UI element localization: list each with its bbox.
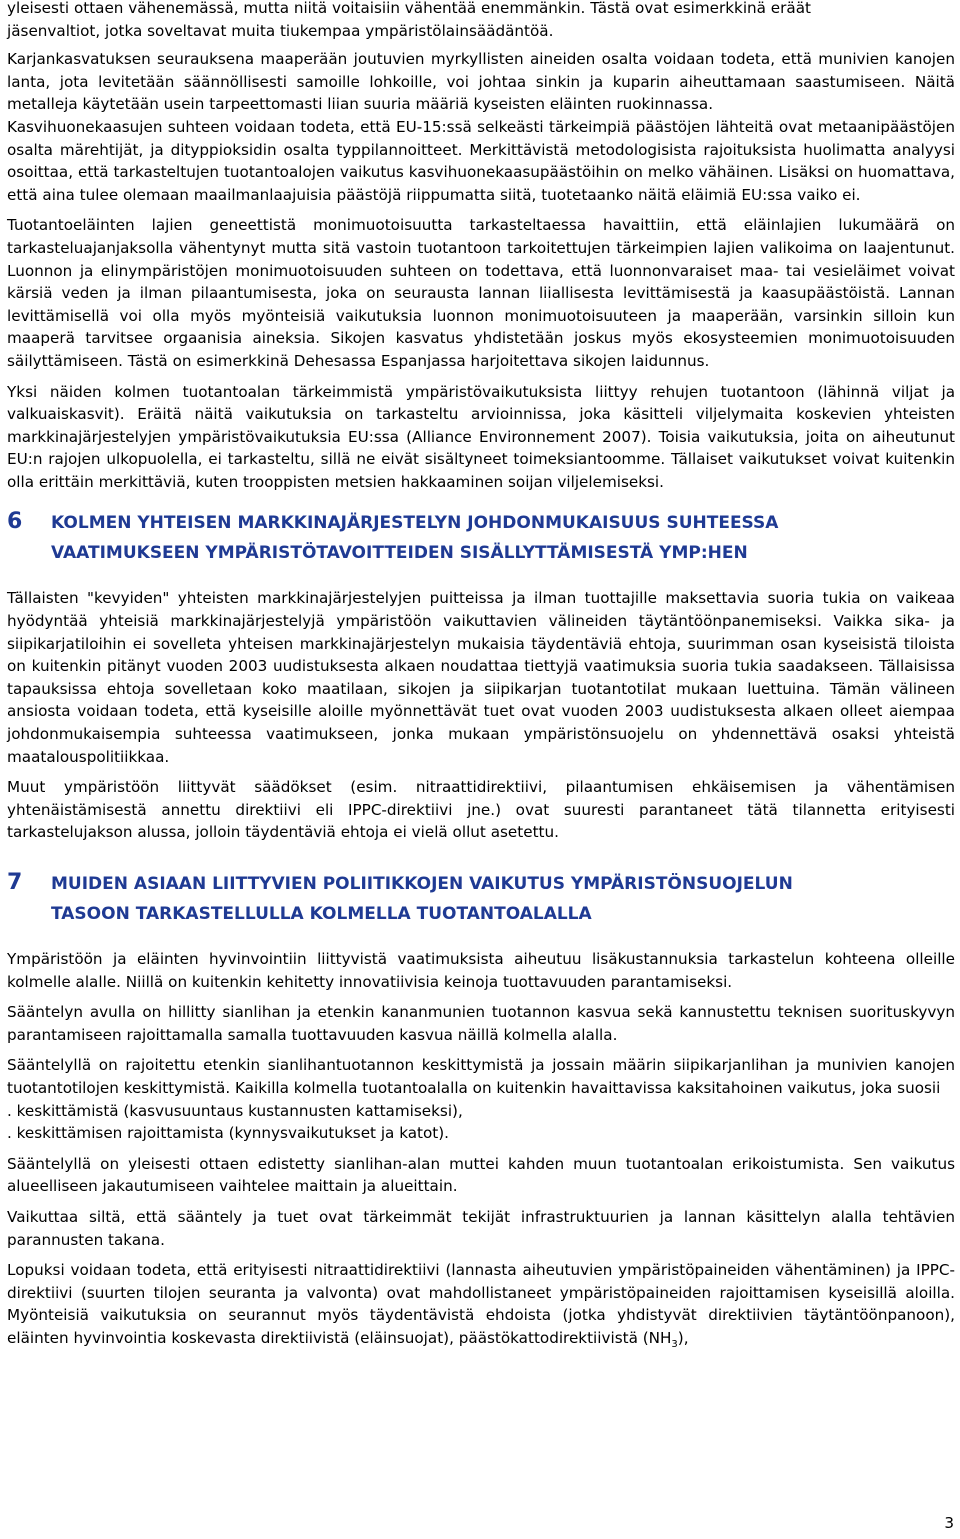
section-7-paragraph-3: Sääntelyllä on rajoitettu etenkin sianlihantuotannon keskittymistä ja jossain määrin siipikarjanlihan ja munivien kanojen tuotantotilojen keskittymistä. Kaikilla kolmella tuotantoalalla on kuitenkin havaittavissa kaksitahoinen vaikutus, joka suosii	[7, 1056, 955, 1097]
section-7-number: 7	[7, 870, 23, 895]
section-7-title-line1: MUIDEN ASIAAN LIITTYVIEN POLIITIKKOJEN VAIKUTUS YMPÄRISTÖNSUOJELUN	[51, 874, 793, 894]
section-7-paragraph-4: Sääntelyllä on yleisesti ottaen edistetty sianlihan-alan muttei kahden muun tuotantoalan erikoistumista. Sen vaikutus alueelliseen jakautumiseen vaihtelee maittain ja alueittain.	[7, 1154, 955, 1196]
section-7-title-line2: TASOON TARKASTELLULLA KOLMELLA TUOTANTOALALLA	[51, 904, 592, 924]
paragraph-greenhouse-gases: Kasvihuonekaasujen suhteen voidaan todeta, että EU-15:ssä selkeästi tärkeimpiä päästöjen lähteitä ovat metaanipäästöjen osalta märehtijät, ja dityppioksidin osalta typpilannoitteet. Merkittävistä metodologisista rajoituksista huolimatta analyysi osoittaa, että tarkasteltujen tuotantoalojen vaikutus kasvihuonekaasupäästöihin on melko vähäinen. Lisäksi on huomattava, että aina tulee olemaan maailmanlaajuisia päästöjä riippumatta siitä, tuotetaanko näitä eläimiä EU:ssa vaiko ei.	[7, 117, 955, 204]
list-item: . keskittämistä (kasvusuuntaus kustannusten kattamiseksi),	[7, 1101, 463, 1120]
document-page	[7, 0, 955, 1350]
section-7-paragraph-6-text: Lopuksi voidaan todeta, että erityisesti nitraattidirektiivi (lannasta aiheutuvien ympäristöpaineiden vähentäminen) ja IPPC-direktiivi (suurten tilojen seuranta ja valvonta) ovat mahdollistaneet ympäristöpaineiden rajoittamisen kyseisillä aloilla. Myönteisiä vaikutuksia on seurannut myös täydentävistä ehdoista (jotka yhdistyvät direktiivien täytäntöönpanoon), eläinten hyvinvointia koskevasta direktiivistä (eläinsuojat), päästökattodirektiivistä (NH	[7, 1261, 955, 1347]
section-7-heading	[7, 868, 955, 929]
section-7-paragraph-5: Vaikuttaa siltä, että sääntely ja tuet ovat tärkeimmät tekijät infrastruktuurien ja lannan käsittelyn alalla tehtävien parannusten takana.	[7, 1207, 955, 1249]
section-6-title-line1: KOLMEN YHTEISEN MARKKINAJÄRJESTELYN JOHDONMUKAISUUS SUHTEESSA	[51, 513, 779, 534]
paragraph-feed-production: Yksi näiden kolmen tuotantoalan tärkeimmistä ympäristövaikutuksista liittyy rehujen tuotantoon (lähinnä viljat ja valkuaiskasvit). Eräitä näitä vaikutuksia on tarkasteltu arvioinnissa, joka käsitteli viljelymaita koskevien yhteisten markkinajärjestelyjen ympäristövaikutuksia EU:ssa (Alliance Environnement 2007). Toisia vaikutuksia, joita on aiheutunut EU:n rajojen ulkopuolella, ei tarkasteltu, sillä ne eivät sisältyneet toimeksiantoomme. Tällaiset vaikutukset voivat kuitenkin olla erittäin merkittäviä, kuten trooppisten metsien hakkaaminen soijan viljelemiseksi.	[7, 382, 955, 491]
section-7-paragraph-6	[7, 1259, 955, 1349]
paragraph-intro-line2: jäsenvaltiot, jotka soveltavat muita tiukempaa ympäristölainsäädäntöä.	[7, 21, 554, 40]
page-number: 3	[944, 1514, 954, 1532]
section-6-number: 6	[7, 509, 23, 535]
section-7-paragraph-2: Sääntelyn avulla on hillitty sianlihan ja etenkin kananmunien tuotannon kasvua sekä kannustettu teknisen suorituskyvyn parantamiseen rajoittamalla samalla tuottavuuden kasvua näillä kolmella alalla.	[7, 1003, 955, 1044]
section-6-heading	[7, 507, 955, 568]
section-6-title-line2: VAATIMUKSEEN YMPÄRISTÖTAVOITTEIDEN SISÄLLYTTÄMISESTÄ YMP:HEN	[51, 543, 748, 564]
paragraph-biodiversity: Tuotantoeläinten lajien geneettistä monimuotoisuutta tarkasteltaessa havaittiin, että eläinlajien lukumäärä on tarkasteluajanjaksolla vähentynyt mutta sitä vastoin tuotantoon tarkoitettujen tärkeimpien lajien valikoima on laajentunut. Luonnon ja elinympäristöjen monimuotoisuuden suhteen on todettava, että luonnonvaraiset maa- tai vesieläimet voivat kärsiä veden ja ilman pilaantumisesta, joka on seurausta lannan liiallisesta levittämisestä ja kaasupäästöistä. Lannan levittämisellä voi olla myös myönteisiä vaikutuksia luonnon monimuotoisuuteen ja maaperään, varsinkin silloin kun maaperä tarvitsee orgaanisia aineksia. Sikojen kasvatus yhdistetään joskus myös ekosysteemien monimuotoisuuden säilyttämiseen. Tästä on esimerkkinä Dehesassa Espanjassa harjoitettava sikojen laidunnus.	[7, 216, 955, 370]
subscript-3: 3	[671, 1338, 678, 1350]
paragraph-intro-line1: yleisesti ottaen vähenemässä, mutta niitä voitaisiin vähentää enemmänkin. Tästä ovat esimerkkinä eräät	[7, 0, 811, 17]
list-item: . keskittämisen rajoittamista (kynnysvaikutukset ja katot).	[7, 1124, 449, 1143]
section-6-paragraph-2: Muut ympäristöön liittyvät säädökset (esim. nitraattidirektiivi, pilaantumisen ehkäisemisen ja vähentämisen yhtenäistämisestä annettu direktiivi eli IPPC-direktiivi jne.) ovat suuresti parantaneet tätä tilannetta erityisesti tarkastelujakson alussa, jolloin täydentäviä ehtoja ei vielä ollut asetettu.	[7, 778, 955, 842]
paragraph-toxic-substances: Karjankasvatuksen seurauksena maaperään joutuvien myrkyllisten aineiden osalta voidaan todeta, että munivien kanojen lanta, jota levitetään säännöllisesti samoille lohkoille, voi johtaa sinkin ja kuparin aiheuttamaan saastumiseen. Näitä metalleja käytetään usein tarpeettomasti liian suuria määriä kyseisten eläinten ruokinnassa.	[7, 50, 955, 114]
section-6-paragraph-1: Tällaisten "kevyiden" yhteisten markkinajärjestelyjen puitteissa ja ilman tuottajille maksettavia suoria tukia on vaikeaa hyödyntää yhteisiä markkinajärjestelyjä ympäristöön vaikuttavien välineiden täytäntöönpanemiseksi. Vaikka sika- ja siipikarjatiloihin ei sovelleta yhteisen markkinajärjestelyn mukaisia täydentäviä ehtoja, suurimman osan kyseisistä tiloista on kuitenkin pitänyt vuoden 2003 uudistuksesta alkaen noudattaa tiettyjä vaatimuksia suoria tukia saadakseen. Tällaisissa tapauksissa ehtoja sovelletaan koko maatilaan, sikojen ja siipikarjan tuotantotilat mukaan luettuina. Tämän välineen ansiosta voidaan todeta, että kyseisille aloille myönnettävät tuet ovat vuoden 2003 uudistuksesta alkaen olleet aiempaa johdonmukaisempia suhteessa vaatimukseen, jonka mukaan ympäristönsuojelu on yhdennettävä osaksi yhteistä maatalouspolitiikkaa.	[7, 589, 955, 766]
paragraph-intro	[7, 0, 955, 42]
section-7-paragraph-1: Ympäristöön ja eläinten hyvinvointiin liittyvistä vaatimuksista aiheutuu lisäkustannuksia tarkastelun kohteena olleille kolmelle alalle. Niillä on kuitenkin kehitetty innovatiivisia keinoja tuottavuuden parantamiseksi.	[7, 950, 955, 991]
section-7-paragraph-6-end: ),	[677, 1328, 689, 1347]
